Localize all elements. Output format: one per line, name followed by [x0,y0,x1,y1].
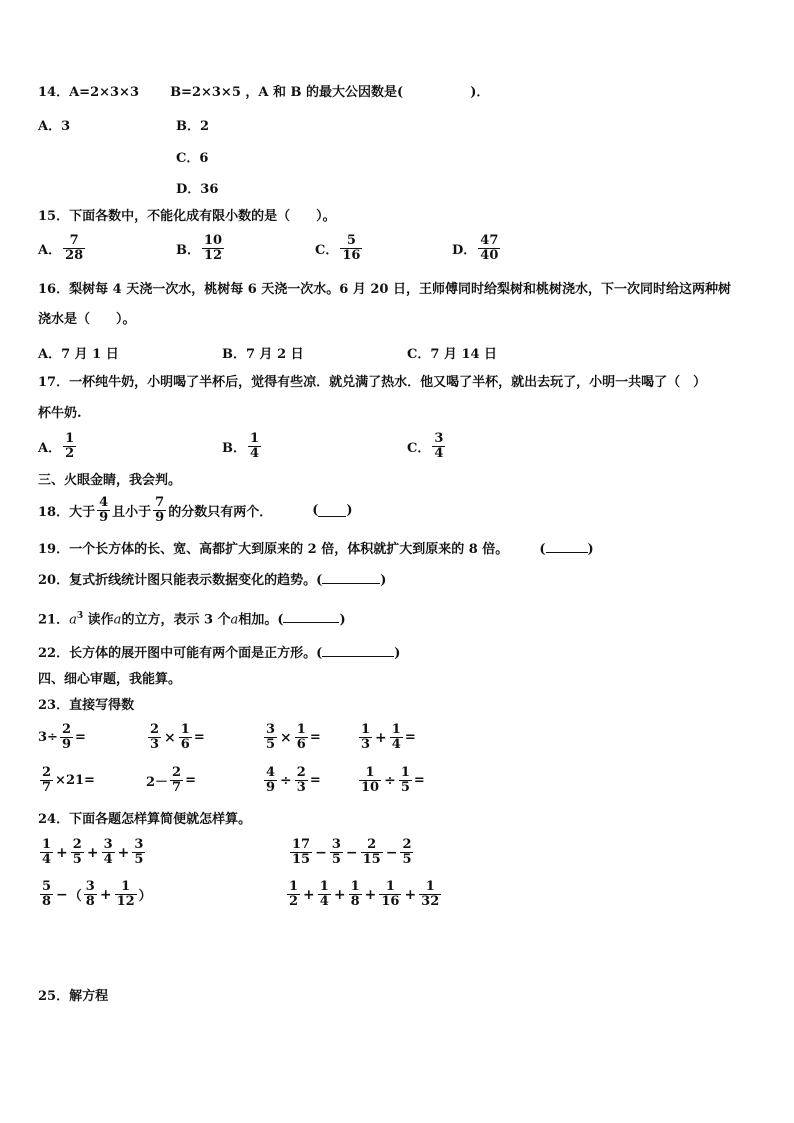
q19-paren-right: ) [587,542,594,557]
lead: 3÷ [38,730,58,745]
paren-right: ） [138,889,152,904]
fraction [359,766,381,795]
numerator: 1 [425,879,435,894]
option-label: A． [38,441,62,456]
denominator: 16 [342,248,361,263]
numerator: 1 [121,879,131,894]
fraction [287,880,300,909]
option-label: C． [315,243,339,258]
denominator: 9 [155,510,165,525]
section-4-heading: 四、细心审题，我能算。 [38,672,182,687]
denominator: 2 [65,446,75,461]
q24-expr-2 [288,838,415,867]
tail: = [404,730,416,745]
denominator: 8 [350,894,360,909]
tail: = [185,773,196,788]
numerator: 1 [296,722,306,737]
q21-paren-left: ( [277,612,284,628]
denominator: 9 [266,780,276,795]
fraction [102,838,115,867]
fraction [60,723,73,752]
numerator: 2 [61,722,71,737]
tail: ×21= [55,773,95,788]
denominator: 10 [361,780,380,795]
operator: − [315,844,327,861]
q18 [38,496,353,525]
fraction [202,234,224,263]
fraction [84,880,97,909]
q18-answer-blank[interactable] [318,504,346,517]
denominator: 9 [99,510,109,525]
q20-paren-left: ( [316,573,323,588]
denominator: 5 [402,852,412,867]
q14-stem [38,84,489,102]
fraction [115,880,137,909]
fraction [264,766,277,795]
tail: = [309,730,321,745]
q21-text-2: 的立方，表示 3 个 [121,612,231,628]
q21-var-a: a [230,612,239,628]
denominator: 7 [172,780,182,795]
fraction [295,766,308,795]
fraction [40,766,53,795]
q23-item-5 [38,766,95,795]
numerator: 17 [292,837,311,852]
q21-answer-blank[interactable] [283,610,339,623]
fraction [40,838,53,867]
fraction [399,766,412,795]
q22-answer-blank[interactable] [322,644,394,657]
fraction [153,496,166,525]
fraction [349,880,362,909]
q23-item-6 [146,766,196,795]
fraction [361,838,383,867]
q22 [38,644,400,663]
denominator: 16 [381,894,400,909]
numerator: 2 [150,722,160,737]
numerator: 1 [391,722,401,737]
operator: × [164,729,176,746]
q23-item-8 [357,766,425,795]
tail: = [75,730,86,745]
numerator: 3 [266,722,276,737]
fraction [419,880,441,909]
q16-line-2: 浇水是（ ）。 [38,312,136,327]
numerator: 2 [402,837,412,852]
q21-exponent: 3 [76,611,84,621]
denominator: 6 [296,737,306,752]
option-label: C． [407,441,431,456]
section-3-heading: 三、火眼金睛，我会判。 [38,473,182,488]
operator: + [86,844,99,861]
q21-var-a: a [113,612,122,628]
q14-option-b[interactable]: B．2 [176,119,210,134]
denominator: 12 [204,248,223,263]
option-label: A． [38,243,62,258]
numerator: 1 [385,879,395,894]
fraction [359,723,372,752]
denominator: 8 [85,894,95,909]
numerator: 2 [72,837,82,852]
operator: + [404,886,417,903]
option-label: D． [452,243,477,258]
q19-paren-left: ( [539,542,546,557]
fraction [390,723,403,752]
q24-expr-4 [285,880,443,909]
q23-item-3 [262,723,321,752]
q21 [38,607,346,629]
denominator: 5 [72,852,82,867]
fraction [318,880,331,909]
q21-var-a: a [69,612,77,628]
fraction [248,432,261,461]
q24-expr-3 [38,880,152,909]
q14-stem-a: 14．A=2×3×3 [38,85,139,100]
operator: + [99,886,112,903]
numerator: 5 [346,233,356,248]
q22-text: 22．长方体的展开图中可能有两个面是正方形。 [38,646,317,661]
numerator: 7 [155,495,165,510]
operator: + [375,729,387,746]
denominator: 5 [134,852,144,867]
operator: − [345,844,358,861]
denominator: 4 [103,852,113,867]
fraction [63,234,85,263]
numerator: 4 [266,765,276,780]
denominator: 5 [266,737,276,752]
q19-answer-blank[interactable] [546,540,588,553]
q15-stem: 15．下面各数中，不能化成有限小数的是（ ）。 [38,209,336,224]
numerator: 1 [180,722,190,737]
q17-option-c[interactable] [407,432,447,461]
numerator: 1 [400,765,410,780]
fraction [478,234,500,263]
q24-title: 24．下面各题怎样算简便就怎样算。 [38,812,252,827]
fraction [97,496,110,525]
fraction [330,838,343,867]
paren-left: （ [68,889,82,904]
numerator: 2 [296,765,306,780]
q14-stem-b: B=2×3×5 ，A 和 B 的最大公因数是( [170,85,404,100]
operator: ÷ [280,772,292,789]
denominator: 2 [289,894,299,909]
denominator: 5 [331,852,341,867]
denominator: 40 [480,248,499,263]
denominator: 5 [400,780,410,795]
q15-option-d[interactable] [452,234,502,263]
q23-title: 23．直接写得数 [38,698,135,713]
q15-option-b[interactable] [176,234,226,263]
q14-option-c[interactable]: C．6 [176,151,209,166]
q17-line-1: 17．一杯纯牛奶，小明喝了半杯后，觉得有些凉．就兑满了热水．他又喝了半杯，就出去玩了，小明一共喝了（ ） [38,375,707,390]
denominator: 3 [150,737,160,752]
q16-line-1: 16．梨树每 4 天浇一次水，桃树每 6 天浇一次水。6 月 20 日，王师傅同时给梨树和桃树浇水，下一次同时给这两种树 [38,282,731,297]
numerator: 1 [250,431,260,446]
denominator: 8 [42,894,52,909]
numerator: 3 [331,837,341,852]
operator: + [333,886,346,903]
q14-option-a[interactable]: A．3 [38,119,71,134]
fraction [132,838,145,867]
q17-option-b[interactable] [222,432,263,461]
operator: + [364,886,377,903]
denominator: 32 [421,894,440,909]
denominator: 28 [65,248,84,263]
fraction [379,880,401,909]
numerator: 1 [289,879,299,894]
q23-item-2 [146,723,205,752]
q18-pre: 18．大于 [38,505,96,520]
q20 [38,571,386,590]
q17-line-2: 杯牛奶. [38,406,82,421]
q22-paren-left: ( [316,646,323,661]
fraction [290,838,312,867]
numerator: 3 [103,837,113,852]
q16-option-a[interactable]: A．7 月 1 日 [38,347,119,362]
numerator: 1 [42,837,52,852]
denominator: 4 [391,737,401,752]
numerator: 1 [350,879,360,894]
numerator: 2 [367,837,377,852]
operator: + [303,886,315,903]
fraction [264,723,277,752]
q23-item-4 [357,723,416,752]
numerator: 1 [365,765,375,780]
option-label: B． [222,441,246,456]
tail: = [413,773,425,788]
q21-text-3: 相加。 [238,612,278,628]
numerator: 5 [42,879,52,894]
operator: ÷ [384,772,396,789]
denominator: 4 [250,446,260,461]
denominator: 3 [296,780,306,795]
tail: = [309,773,321,788]
denominator: 12 [116,894,135,909]
q23-item-7 [262,766,321,795]
fraction [400,838,413,867]
q16-option-b[interactable]: B．7 月 2 日 [222,347,304,362]
denominator: 15 [362,852,381,867]
q20-text: 20．复式折线统计图只能表示数据变化的趋势。 [38,573,317,588]
numerator: 47 [480,233,499,248]
operator: + [56,844,68,861]
fraction [340,234,362,263]
fraction [179,723,192,752]
fraction [295,723,308,752]
numerator: 10 [204,233,223,248]
denominator: 6 [180,737,190,752]
fraction [71,838,84,867]
fraction [63,432,76,461]
tail: = [193,730,205,745]
denominator: 4 [42,852,52,867]
operator: − [385,844,398,861]
q19 [38,540,594,559]
numerator: 1 [361,722,371,737]
q21-paren-right: ) [339,612,346,628]
q18-paren-left: ( [312,503,319,518]
numerator: 3 [434,431,444,446]
fraction [148,723,161,752]
numerator: 3 [85,879,95,894]
q14-option-d[interactable]: D．36 [176,182,219,197]
operator: − [56,886,68,903]
q15-option-a[interactable] [38,234,87,263]
denominator: 15 [292,852,311,867]
lead: 2－ [146,775,169,790]
q14-stem-c: )． [470,85,490,100]
q18-post: 的分数只有两个． [168,505,273,520]
q18-mid: 且小于 [112,505,152,520]
q15-option-c[interactable] [315,234,364,263]
q18-paren-right: ) [346,503,353,518]
fraction [432,432,445,461]
denominator: 7 [42,780,52,795]
numerator: 1 [319,879,329,894]
denominator: 3 [361,737,371,752]
option-label: B． [176,243,200,258]
q24-expr-1 [38,838,147,867]
numerator: 4 [99,495,109,510]
q20-answer-blank[interactable] [322,571,380,584]
numerator: 7 [69,233,79,248]
q23-item-1 [38,723,86,752]
denominator: 4 [319,894,329,909]
fraction [40,880,53,909]
q21-text-1: 读作 [87,612,114,628]
operator: + [117,844,130,861]
numerator: 2 [42,765,52,780]
numerator: 1 [65,431,75,446]
q21-number: 21． [38,612,70,628]
q17-option-a[interactable] [38,432,78,461]
numerator: 2 [172,765,182,780]
q25-title: 25．解方程 [38,989,109,1004]
denominator: 9 [61,737,71,752]
fraction [170,766,183,795]
numerator: 3 [134,837,144,852]
q19-text: 19．一个长方体的长、宽、高都扩大到原来的 2 倍，体积就扩大到原来的 8 倍。 [38,542,509,557]
q22-paren-right: ) [394,646,401,661]
q16-option-c[interactable]: C．7 月 14 日 [407,347,498,362]
denominator: 4 [434,446,444,461]
operator: × [280,729,292,746]
q20-paren-right: ) [380,573,387,588]
